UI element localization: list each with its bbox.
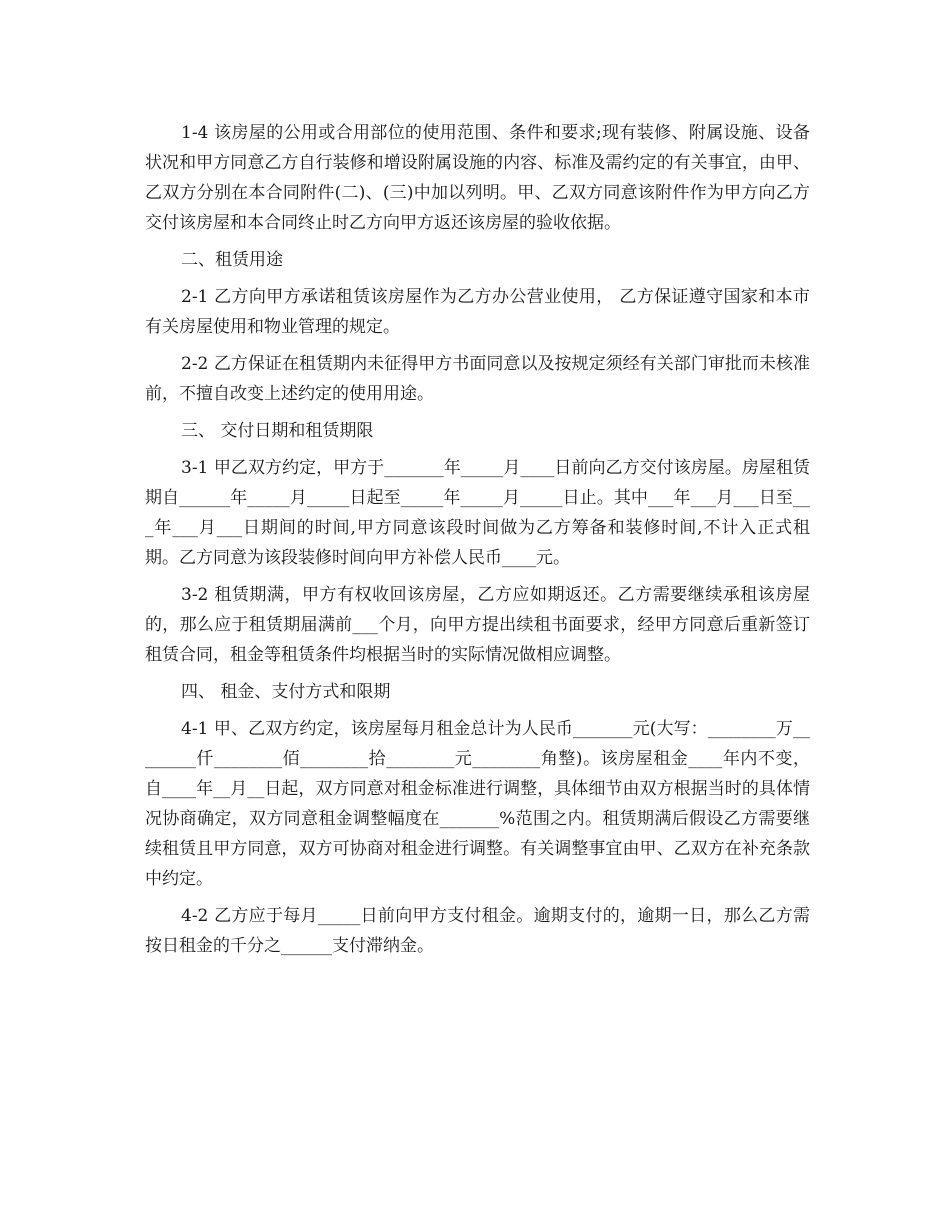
clause-2-1: 2-1 乙方向甲方承诺租赁该房屋作为乙方办公营业使用， 乙方保证遵守国家和本市有关房屋使用和物业管理的规定。 (145, 287, 810, 337)
clause-4-2: 4-2 乙方应于每月_____日前向甲方支付租金。逾期支付的，逾期一日，那么乙方需按日租金的千分之______支付滞纳金。 (145, 906, 810, 956)
clause-2-2: 2-2 乙方保证在租赁期内未征得甲方书面同意以及按规定须经有关部门审批而未核准前，不擅自改变上述约定的使用用途。 (145, 354, 810, 404)
section-heading-rent: 四、 租金、支付方式和限期 (181, 682, 391, 702)
clause-4-1: 4-1 甲、乙双方约定，该房屋每月租金总计为人民币_______元(大写：________万________仟________佰________拾________元________角整)。该房屋租金____年内不变，自____年__月__日起，双方同意对租金标准进行调整，具体细节由双方根据当时的具体情况协商确定，双方同意租金调整幅度在_______%范围之内。租赁期满后假设乙方需要继续租赁且甲方同意，双方可协商对租金进行调整。有关调整事宜由甲、乙双方在补充条款中约定。 (145, 719, 810, 889)
section-heading-usage: 二、租赁用途 (181, 250, 283, 270)
clause-3-2: 3-2 租赁期满，甲方有权收回该房屋，乙方应如期返还。乙方需要继续承租该房屋的，那么应于租赁期届满前___个月，向甲方提出续租书面要求，经甲方同意后重新签订租赁合同，租金等租赁条件均根据当时的实际情况做相应调整。 (145, 585, 810, 665)
clause-3-1: 3-1 甲乙双方约定，甲方于_______年_____月____日前向乙方交付该房屋。房屋租赁期自______年_____月_____日起至_____年_____月_____日止。其中___年___月___日至___年___月___日期间的时间,甲方同意该段时间做为乙方筹备和装修时间,不计入正式租期。乙方同意为该段装修时间向甲方补偿人民币____元。 (145, 458, 810, 568)
document-page (145, 118, 810, 968)
clause-1-4: 1-4 该房屋的公用或合用部位的使用范围、条件和要求;现有装修、附属设施、设备状况和甲方同意乙方自行装修和增设附属设施的内容、标准及需约定的有关事宜，由甲、乙双方分别在本合同附件(二)、(三)中加以列明。甲、乙双方同意该附件作为甲方向乙方交付该房屋和本合同终止时乙方向甲方返还该房屋的验收依据。 (145, 123, 810, 233)
section-heading-term: 三、 交付日期和租赁期限 (181, 421, 374, 441)
